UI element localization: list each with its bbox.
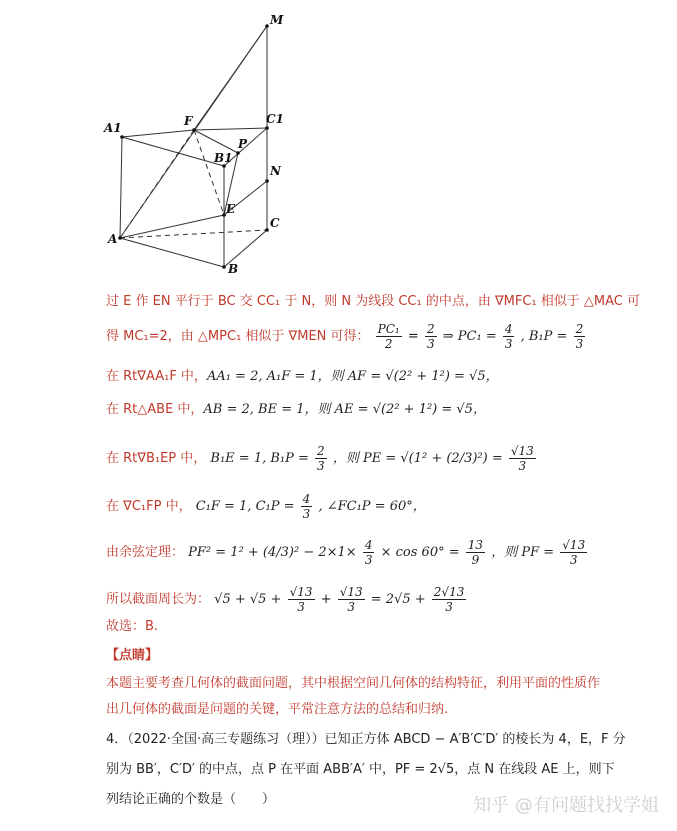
edge [120, 238, 224, 267]
edge [120, 137, 122, 238]
solution-line-5: 在 Rt∇B₁EP 中， B₁E = 1, B₁P = $\frac{2}{3}$ ，则 PE = √(1² + (2/3)²) = $\frac{√13}{3}$ [106, 444, 534, 473]
solution-line-8: 所以截面周长为： √5 + √5 + $\frac{√13}{3}$ + $\frac{√13}{3}$ = 2√5 + $\frac{2√13}{3}$ [106, 585, 465, 614]
label-F: F [184, 114, 193, 128]
question-line-2: 别为 BB′，C′D′ 的中点，点 P 在平面 ABB′A′ 中，PF = 2√5，点 N 在线段 AE 上，则下 [106, 762, 615, 777]
hidden-edge [120, 230, 267, 238]
answer-text: 故选：B. [106, 619, 159, 634]
prism-figure [100, 10, 300, 280]
label-M: M [270, 13, 284, 27]
label-C: C [270, 216, 280, 230]
edge [194, 128, 267, 130]
hidden-edge [194, 130, 224, 215]
label-B1: B1 [214, 151, 233, 165]
solution-line-4: 在 Rt△ABE 中，AB = 2, BE = 1，则 AE = √(2² + 1²) = √5， [106, 402, 486, 417]
label-A1: A1 [104, 121, 122, 135]
label-B: B [228, 262, 239, 276]
comment-line-2: 出几何体的截面是问题的关键，平常注意方法的总结和归纳. [106, 702, 449, 717]
label-A: A [108, 232, 118, 246]
question-line-1: 4．（2022·全国·高三专题练习（理））已知正方体 ABCD − A′B′C′D′ 的棱长为 4，E，F 分 [106, 732, 626, 747]
question-line-3: 列结论正确的个数是（ ） [106, 792, 276, 807]
label-P: P [238, 137, 248, 151]
comment-title: 【点睛】 [106, 648, 159, 663]
edge [120, 215, 224, 238]
label-N: N [270, 164, 281, 178]
solution-line-2: 得 MC₁=2，由 △MPC₁ 相似于 ∇MEN 可得： $\frac{\text{PC₁}}{2}$ = $\frac{2}{3}$ ⇒ PC₁ = $\frac{4}{3}$ , B₁P = $\frac{2}{3}$ [106, 322, 584, 351]
comment-line-1: 本题主要考查几何体的截面问题，其中根据空间几何体的结构特征，利用平面的性质作 [106, 676, 601, 691]
solution-line-3: 在 Rt∇AA₁F 中，AA₁ = 2, A₁F = 1，则 AF = √(2² + 1²) = √5， [106, 369, 499, 384]
solution-line-1: 过 E 作 EN 平行于 BC 交 CC₁ 于 N，则 N 为线段 CC₁ 的中点，由 ∇MFC₁ 相似于 △MAC 可 [106, 294, 640, 309]
label-C1: C1 [266, 112, 284, 126]
hidden-edge [120, 130, 194, 238]
solution-line-7: 由余弦定理： PF² = 1² + (4/3)² − 2×1× $\frac{4}{3}$ × cos 60° = $\frac{13}{9}$ ，则 PF = $\frac{√13}{3}$ [106, 538, 586, 567]
solution-line-6: 在 ∇C₁FP 中， C₁F = 1, C₁P = $\frac{4}{3}$ , ∠FC₁P = 60°， [106, 492, 426, 521]
edge [122, 130, 194, 137]
watermark: 知乎 @有问题找找学姐 [473, 795, 659, 816]
label-E: E [226, 202, 236, 216]
